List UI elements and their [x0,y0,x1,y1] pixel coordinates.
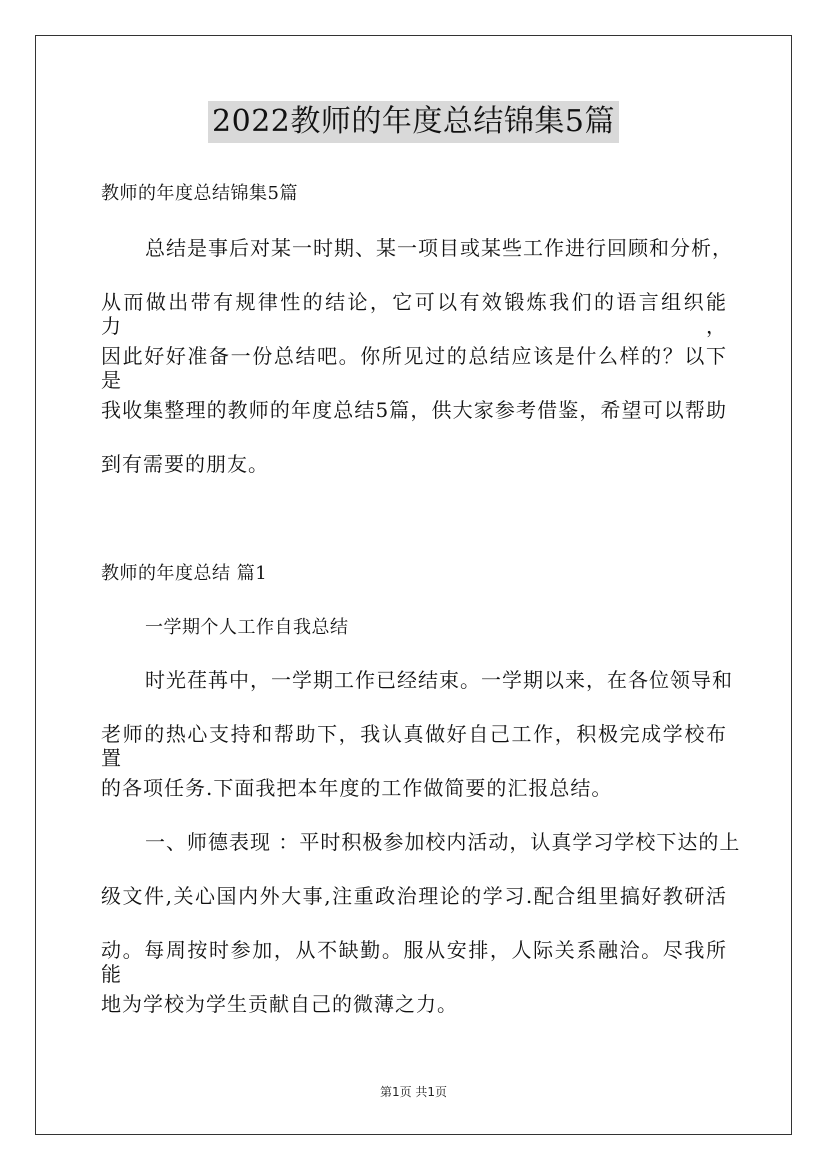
paragraph-line: 的各项任务.下面我把本年度的工作做简要的汇报总结。 [101,776,613,800]
paragraph-line: 一、师德表现 ：平时积极参加校内活动，认真学习学校下达的上 [145,830,741,854]
title-container [0,101,827,143]
paragraph-line: 级文件,关心国内外大事,注重政治理论的学习.配合组里搞好教研活 [101,884,727,908]
intro-line: 因此好好准备一份总结吧。你所见过的总结应该是什么样的？以下是 [101,344,727,392]
document-subtitle: 教师的年度总结锦集5篇 [101,183,298,204]
section-subheading: 一学期个人工作自我总结 [145,617,349,638]
paragraph-line: 地为学校为学生贡献自己的微薄之力。 [101,992,458,1016]
paragraph-line: 动。每周按时参加，从不缺勤。服从安排，人际关系融洽。尽我所能 [101,938,727,986]
page-footer: 第1页 共1页 [379,1085,448,1099]
document-title: 2022教师的年度总结锦集5篇 [208,101,619,143]
intro-line: 我收集整理的教师的年度总结5篇，供大家参考借鉴，希望可以帮助 [101,398,727,422]
intro-line: 总结是事后对某一时期、某一项目或某些工作进行回顾和分析， [145,236,733,260]
paragraph-line: 时光荏苒中，一学期工作已经结束。一学期以来，在各位领导和 [145,668,733,692]
section-heading: 教师的年度总结 篇1 [101,563,268,584]
intro-line: 到有需要的朋友。 [101,452,269,476]
intro-line: 从而做出带有规律性的结论，它可以有效锻炼我们的语言组织能力， [101,290,727,338]
paragraph-line: 老师的热心支持和帮助下，我认真做好自己工作，积极完成学校布置 [101,722,727,770]
